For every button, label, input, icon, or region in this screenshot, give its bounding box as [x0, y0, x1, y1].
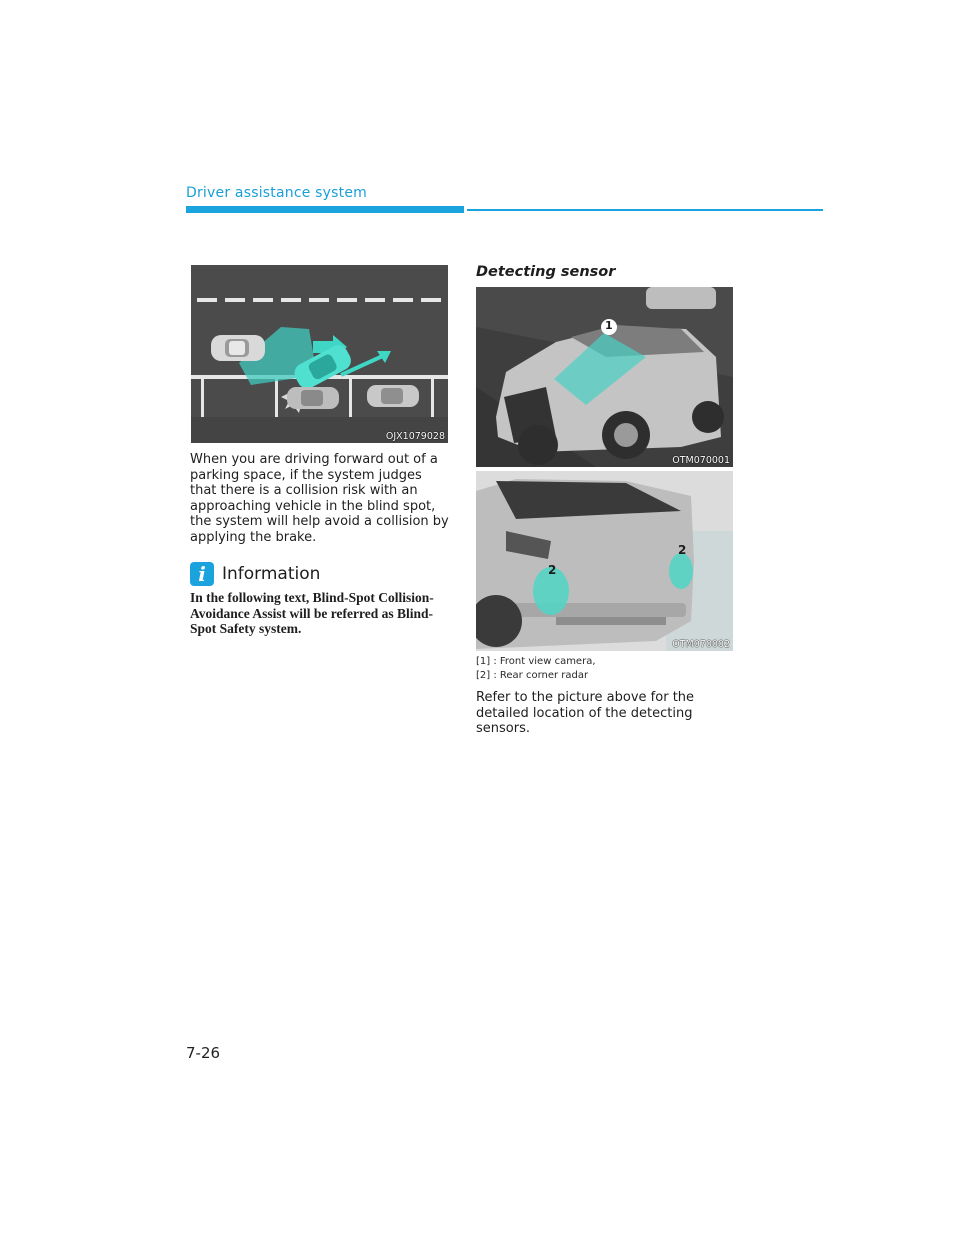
caption-rear-radar: [2] : Rear corner radar	[476, 670, 589, 681]
figure2-marker-right: 2	[678, 543, 687, 557]
front-camera-figure	[476, 287, 733, 467]
info-heading	[190, 562, 320, 586]
parking-collision-figure	[191, 265, 448, 443]
info-title: Information	[222, 564, 321, 584]
body-paragraph-left: When you are driving forward out of a parking space, if the system judges that there is a collision risk with an approaching vehicle in the blind spot, the system will help avoid a collision by applying the brake.	[190, 452, 449, 545]
caption-front-camera: [1] : Front view camera,	[476, 656, 596, 667]
figure1-marker: 1	[605, 319, 613, 332]
parking-illustration	[191, 265, 448, 443]
page-number: 7-26	[186, 1044, 221, 1062]
figure-code: OJX1079028	[385, 431, 445, 442]
figure2-marker-left: 2	[548, 563, 557, 577]
body-paragraph-right: Refer to the picture above for the detailed location of the detecting sensors.	[476, 690, 695, 736]
section-title: Driver assistance system	[186, 185, 367, 201]
front-suv-illustration	[476, 287, 733, 467]
header-rule-thin	[467, 209, 823, 211]
rear-suv-illustration	[476, 471, 733, 651]
figure1-code: OTM070001	[672, 455, 730, 466]
figure2-code: OTM070002	[672, 639, 730, 650]
info-text: In the following text, Blind-Spot Collision-Avoidance Assist will be referred as Blind-Spot Safety system.	[190, 590, 434, 636]
header-rule-thick	[186, 206, 464, 213]
info-icon: i	[190, 562, 214, 586]
sub-heading: Detecting sensor	[476, 264, 616, 280]
rear-radar-figure	[476, 471, 733, 651]
